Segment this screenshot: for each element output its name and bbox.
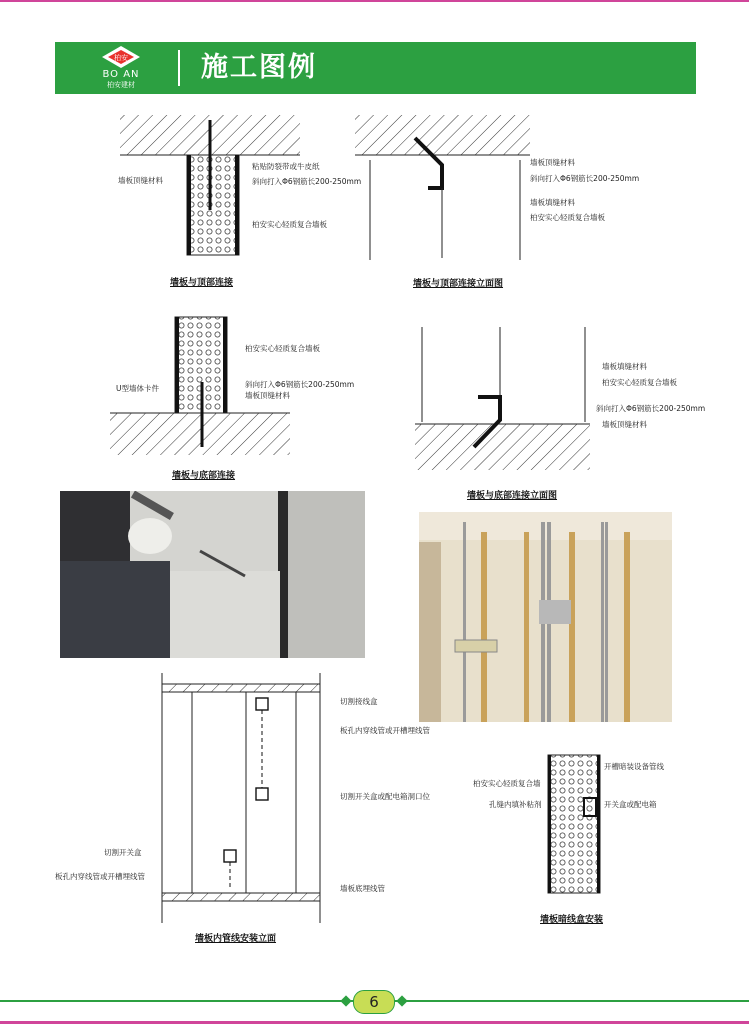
fig5-drawing	[150, 668, 340, 928]
fig2-label-2: 斜向打入Φ6钢筋长200-250mm	[530, 174, 640, 183]
fig1-label-1: 墙板顶缝材料	[118, 176, 163, 185]
fig3-label-4: 墙板顶缝材料	[245, 391, 290, 400]
photo-conduit-wall	[419, 512, 672, 722]
logo-sub-text: 柏安建材	[107, 81, 135, 89]
fig4-caption: 墙板与底部连接立面图	[467, 491, 558, 501]
fig5-label-4: 切割开关盒	[104, 848, 142, 857]
svg-text:柏安: 柏安	[114, 54, 128, 62]
fig5-caption: 墙板内管线安装立面	[195, 934, 277, 944]
fig3-label-3: 斜向打入Φ6钢筋长200-250mm	[245, 380, 355, 389]
fig1-label-2: 粘贴防裂带或牛皮纸	[252, 162, 320, 171]
fig5-label-1: 切割接线盒	[340, 697, 378, 706]
fig6-caption: 墙板暗线盒安装	[540, 915, 604, 925]
fig5-label-6: 墙板底埋线管	[340, 884, 385, 893]
fig4-label-4: 墙板顶缝材料	[602, 420, 647, 429]
photo-worker-installing	[60, 491, 365, 658]
header-separator	[178, 50, 180, 86]
logo-mark-icon	[101, 45, 141, 69]
fig2-label-1: 墙板顶缝材料	[530, 158, 575, 167]
footer-left-arrow-icon	[340, 995, 351, 1006]
logo-brand-text: BO AN	[102, 69, 140, 80]
fig5-label-3: 切割开关盒或配电箱洞口位	[340, 792, 430, 801]
fig6-label-2: 开槽暗装设备管线	[604, 762, 664, 771]
fig1-drawing	[115, 110, 345, 290]
fig2-caption: 墙板与顶部连接立面图	[413, 279, 504, 289]
fig1-caption: 墙板与顶部连接	[170, 278, 234, 288]
fig5-label-2: 板孔内穿线管或开槽埋线管	[340, 726, 430, 735]
fig4-drawing	[410, 322, 600, 482]
fig6-label-1: 柏安实心轻质复合墙	[473, 779, 541, 788]
fig2-label-4: 柏安实心轻质复合墙板	[530, 213, 605, 222]
fig1-label-3: 斜向打入Φ6钢筋长200-250mm	[252, 177, 362, 186]
fig5-label-5: 板孔内穿线管或开槽埋线管	[55, 872, 145, 881]
fig4-label-2: 柏安实心轻质复合墙板	[602, 378, 677, 387]
brand-logo	[91, 45, 151, 91]
footer-right-arrow-icon	[396, 995, 407, 1006]
fig4-label-1: 墙板填缝材料	[602, 362, 647, 371]
fig4-label-3: 斜向打入Φ6钢筋长200-250mm	[596, 404, 706, 413]
header-banner	[55, 42, 696, 94]
fig2-drawing	[350, 110, 540, 270]
fig6-drawing	[540, 750, 610, 900]
fig6-label-4: 开关盒或配电箱	[604, 800, 657, 809]
page-number: 6	[353, 990, 395, 1014]
top-border	[0, 0, 749, 2]
fig2-label-3: 墙板填缝材料	[530, 198, 575, 207]
fig3-label-1: 柏安实心轻质复合墙板	[245, 344, 320, 353]
fig3-label-2: U型墙体卡件	[116, 384, 159, 393]
fig1-label-4: 柏安实心轻质复合墙板	[252, 220, 327, 229]
page-title: 施工图例	[201, 52, 317, 83]
fig6-label-3: 孔缝内填补粘剂	[489, 800, 542, 809]
fig3-caption: 墙板与底部连接	[172, 471, 236, 481]
